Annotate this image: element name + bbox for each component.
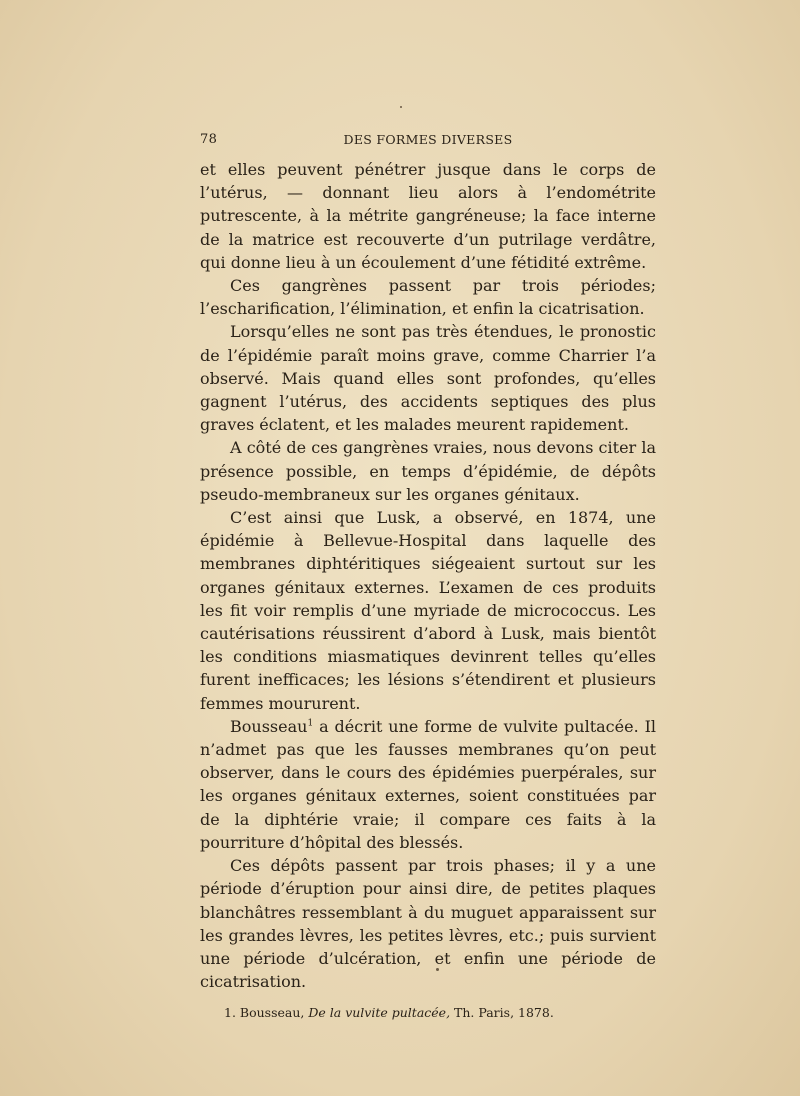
footnote-rest: Th. Paris, 1878.: [454, 1005, 554, 1021]
book-page: [200, 132, 656, 1021]
running-head: [200, 132, 656, 150]
footnote-author: Bousseau,: [239, 1005, 305, 1021]
paper-speck: [436, 968, 439, 971]
paragraph-bousseau: [200, 715, 656, 854]
page-number: 78: [200, 132, 218, 147]
paragraph: et elles peuvent pénétrer jusque dans le corps de l’utérus, — donnant lieu alors à l’endométrite putrescente, à la métrite gangréneuse; la face interne de la matrice est recouverte d’un putrilage verdâtre, qui donne lieu à un écoulement d’une fétidité extrême.: [200, 160, 656, 272]
paper-speck: [400, 106, 402, 108]
footnote-title: De la vulvite pultacée,: [308, 1005, 451, 1021]
footnote-reference: 1: [307, 718, 314, 729]
paragraph: Lorsqu’elles ne sont pas très étendues, le pronostic de l’épidémie paraît moins grave, comme Charrier l’a observé. Mais quand elles sont profondes, qu’elles gagnent l’utérus, des accidents septiques des plus graves éclatent, et les malades meurent rapidement.: [200, 322, 656, 435]
body-text: [200, 158, 656, 993]
paragraph: C’est ainsi que Lusk, a observé, en 1874, une épidémie à Bellevue-Hospital dans laquelle des membranes diphtéritiques siégeaient surtout sur les organes génitaux externes. L’examen de ces produits les fit voir remplis d’une myriade de micrococcus. Les cautérisations réussirent d’abord à Lusk, mais bientôt les conditions miasmatiques devinrent telles qu’elles furent inefficaces; les lésions s’étendirent et plusieurs femmes moururent.: [200, 508, 656, 713]
footnote-number: 1.: [224, 1005, 236, 1021]
paragraph: A côté de ces gangrènes vraies, nous devons citer la présence possible, en temps d’épidémie, de dépôts pseudo-membraneux sur les organes génitaux.: [200, 438, 656, 504]
running-title: DES FORMES DIVERSES: [343, 132, 513, 147]
footnote: [200, 1005, 656, 1021]
paragraph-text: a décrit une forme de vulvite pultacée. Il n’admet pas que les fausses membranes qu’on peut observer, dans le cours des épidémies puerpérales, sur les organes génitaux externes, soient constituées par de la diphtérie vraie; il compare ces faits à la pourriture d’hôpital des blessés.: [200, 716, 656, 852]
author-name: Bousseau: [230, 716, 308, 736]
paragraph: Ces gangrènes passent par trois périodes; l’escharification, l’élimination, et enfin la cicatrisation.: [200, 276, 656, 319]
paragraph: Ces dépôts passent par trois phases; il y a une période d’éruption pour ainsi dire, de petites plaques blanchâtres ressemblant à du muguet apparaissent sur les grandes lèvres, les petites lèvres, etc.; puis survient une période d’ulcération, et enfin une période de cicatrisation.: [200, 856, 656, 992]
